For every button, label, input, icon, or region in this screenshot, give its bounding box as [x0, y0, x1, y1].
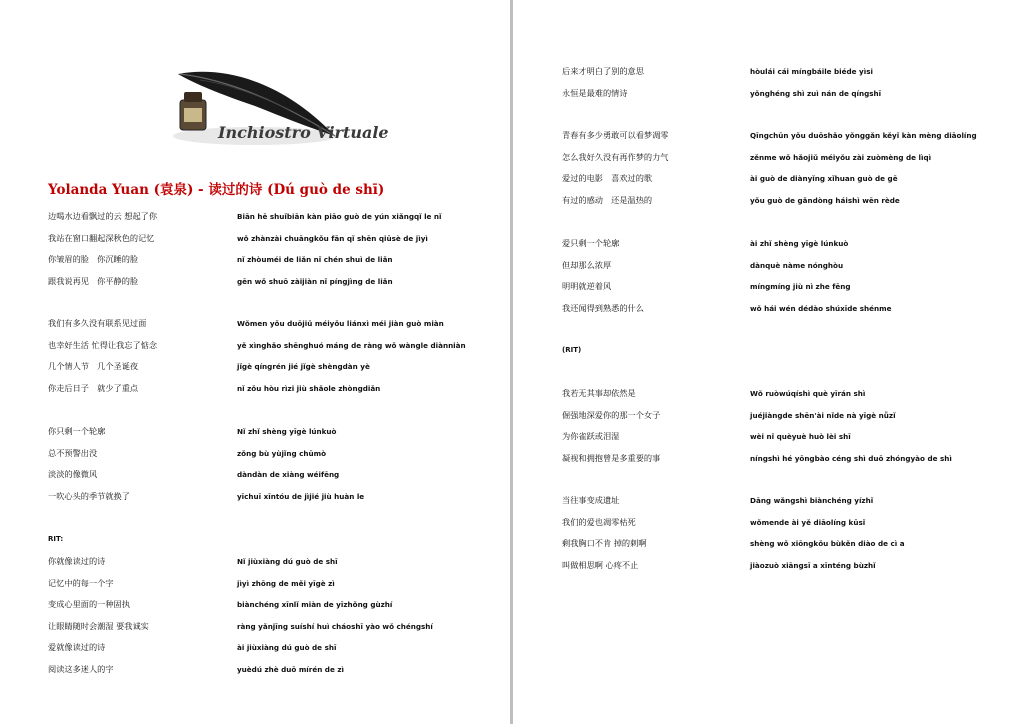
- lyric-line: [48, 448, 488, 464]
- lyric-line: [562, 538, 1012, 554]
- lyric-line: [562, 152, 1012, 168]
- lyric-hanzi: 但却那么浓厚: [562, 259, 612, 270]
- lyric-hanzi: 当往事变成遗址: [562, 495, 620, 505]
- quill-and-inkwell-icon: [160, 58, 389, 153]
- lyric-pinyin: míngmíng jiù nì zhe fēng: [750, 282, 851, 291]
- lyric-hanzi: 边喝水边看飘过的云 想起了你: [48, 211, 158, 221]
- left-page: [0, 0, 510, 724]
- lyric-line: [48, 599, 488, 615]
- lyric-hanzi: 跟我说再见 你平静的脸: [48, 275, 139, 286]
- lyric-hanzi: 我还闻得到熟悉的什么: [562, 302, 644, 313]
- lyric-pinyin: yuèdú zhè duō mírén de zì: [237, 664, 344, 674]
- lyric-pinyin: yǒu guò de gǎndòng háishì wēn rède: [750, 195, 900, 205]
- right-page: [513, 0, 1024, 724]
- lyric-line: [562, 517, 1012, 533]
- lyric-line: [562, 88, 1012, 104]
- lyric-pinyin: Biān hē shuǐbiān kàn piāo guò de yún xiǎngqǐ le nǐ: [237, 212, 442, 221]
- refrain-marker: RIT:: [48, 535, 64, 543]
- lyric-hanzi: 几个情人节 几个圣诞夜: [48, 361, 139, 371]
- lyric-pinyin: zǒng bù yùjǐng chūmò: [237, 448, 327, 458]
- lyric-hanzi: 明明就逆着风: [562, 281, 612, 291]
- lyric-hanzi: 爱过的电影 喜欢过的歌: [562, 173, 653, 183]
- lyric-pinyin: ràng yǎnjīng suíshí huì cháoshī yào wǒ chéngshí: [237, 621, 433, 631]
- lyric-line: [48, 211, 488, 227]
- lyric-line: [48, 664, 488, 680]
- lyric-hanzi: 记忆中的每一个字: [48, 577, 114, 588]
- lyric-line: [48, 383, 488, 399]
- lyric-hanzi: 我站在窗口翻起深秋色的记忆: [48, 232, 155, 243]
- lyric-pinyin: Wǒ ruòwúqíshì què yīrán shì: [750, 389, 866, 398]
- lyric-hanzi: 我们有多久没有联系见过面: [48, 318, 147, 328]
- lyric-pinyin: Qīngchūn yǒu duōshǎo yǒnggǎn kěyǐ kàn mèng diāolíng: [750, 131, 977, 140]
- lyric-pinyin: yīchuī xīntóu de jìjié jiù huàn le: [237, 491, 365, 501]
- lyric-hanzi: 有过的感动 还是温热的: [562, 194, 653, 205]
- lyric-hanzi: 让眼睛随时会潮湿 要我诚实: [48, 620, 149, 631]
- lyric-pinyin: dàndàn de xiàng wéifēng: [237, 470, 340, 479]
- lyric-hanzi: 一吹心头的季节就换了: [48, 490, 130, 501]
- lyric-line: [562, 260, 1012, 276]
- refrain-marker: (RIT): [562, 346, 582, 354]
- lyric-hanzi: 凝视和拥抱曾是多重要的事: [562, 452, 661, 463]
- lyric-line: [48, 642, 488, 658]
- lyric-hanzi: 怎么我好久没有再作梦的力气: [562, 151, 669, 162]
- lyric-pinyin: jǐgè qíngrén jié jǐgè shèngdàn yè: [237, 362, 370, 371]
- lyric-line: [562, 303, 1012, 319]
- lyric-line: [48, 361, 488, 377]
- lyric-pinyin: yě xìnghǎo shēnghuó máng de ràng wǒ wàngle diànniàn: [237, 340, 466, 350]
- lyric-line: [562, 495, 1012, 511]
- lyric-line: [48, 621, 488, 637]
- lyric-hanzi: 你就像读过的诗: [48, 556, 106, 566]
- lyric-line: [562, 66, 1012, 82]
- lyric-line: [562, 431, 1012, 447]
- lyric-line: [562, 410, 1012, 426]
- lyric-pinyin: Nǐ jiùxiàng dú guò de shī: [237, 557, 338, 566]
- lyric-line: [562, 453, 1012, 469]
- lyric-pinyin: biànchéng xīnlǐ miàn de yīzhǒng gùzhí: [237, 600, 393, 609]
- lyric-pinyin: ài jiùxiàng dú guò de shī: [237, 643, 337, 652]
- lyric-hanzi: 后来才明白了别的意思: [562, 66, 644, 76]
- lyric-hanzi: 淡淡的像微风: [48, 469, 98, 479]
- lyric-hanzi: 为你雀跃或泪湿: [562, 431, 620, 441]
- lyric-hanzi: 变成心里面的一种固执: [48, 599, 130, 609]
- lyric-line: [562, 281, 1012, 297]
- lyric-hanzi: 青春有多少勇敢可以看梦凋零: [562, 130, 669, 140]
- lyric-pinyin: wǒmende ài yě diāolíng kūsǐ: [750, 517, 866, 527]
- lyric-pinyin: dànquè nàme nónghòu: [750, 260, 844, 270]
- lyric-line: [562, 173, 1012, 189]
- page-title: Yolanda Yuan (袁泉) - 读过的诗 (Dú guò de shī): [48, 182, 385, 198]
- lyric-line: [48, 318, 488, 334]
- lyric-pinyin: zěnme wǒ hǎojiǔ méiyǒu zài zuòmèng de lìqì: [750, 152, 932, 162]
- lyric-line: [562, 130, 1012, 146]
- lyric-hanzi: 总不预警出没: [48, 447, 98, 458]
- lyric-hanzi: 你走后日子 就少了重点: [48, 382, 139, 393]
- lyric-line: [48, 340, 488, 356]
- lyric-pinyin: jìyì zhōng de měi yīgè zì: [237, 578, 335, 588]
- lyric-line: [48, 491, 488, 507]
- lyric-pinyin: nǐ zhòuméi de liǎn nǐ chén shuì de liǎn: [237, 255, 393, 264]
- lyric-line: [48, 578, 488, 594]
- lyric-line: [48, 469, 488, 485]
- lyric-line: [562, 238, 1012, 254]
- lyric-line: [48, 276, 488, 292]
- lyric-pinyin: wǒ zhànzài chuāngkǒu fān qǐ shēn qiūsè de jìyì: [237, 233, 428, 243]
- lyric-pinyin: Nǐ zhǐ shèng yīgè lúnkuò: [237, 427, 337, 436]
- lyric-hanzi: 阅读这多迷人的字: [48, 663, 114, 674]
- lyric-pinyin: jiàozuò xiāngsī a xīnténg bùzhǐ: [750, 560, 876, 570]
- lyric-pinyin: ài guò de diànyǐng xǐhuan guò de gē: [750, 174, 898, 183]
- logo-text: Inchiostro Virtuale: [218, 123, 389, 142]
- lyric-line: [48, 556, 488, 572]
- lyric-hanzi: 叫做相思啊 心疼不止: [562, 559, 639, 570]
- lyric-pinyin: Wǒmen yǒu duōjiǔ méiyǒu liánxì méi jiàn guò miàn: [237, 319, 444, 328]
- lyric-hanzi: 剩我胸口不肯 掉的刺啊: [562, 538, 647, 548]
- lyric-pinyin: nǐ zǒu hòu rìzi jiù shǎole zhòngdiǎn: [237, 383, 381, 393]
- lyric-pinyin: gēn wǒ shuō zàijiàn nǐ píngjìng de liǎn: [237, 276, 393, 286]
- lyric-line: [48, 254, 488, 270]
- lyric-hanzi: 你皱眉的脸 你沉睡的脸: [48, 254, 139, 264]
- lyric-hanzi: 永恒是最难的情诗: [562, 87, 628, 98]
- lyric-pinyin: níngshì hé yōngbào céng shì duō zhóngyào de shì: [750, 453, 952, 463]
- lyric-line: [48, 233, 488, 249]
- lyric-pinyin: shèng wǒ xiōngkǒu bùkěn diào de cì a: [750, 539, 905, 548]
- lyric-pinyin: Dāng wǎngshì biànchéng yízhǐ: [750, 496, 874, 505]
- lyric-line: [562, 195, 1012, 211]
- lyric-line: [48, 426, 488, 442]
- lyric-hanzi: 我们的爱也凋零枯死: [562, 516, 636, 527]
- lyric-hanzi: 爱只剩一个轮廓: [562, 238, 620, 248]
- lyric-hanzi: 倔强地深爱你的那一个女子: [562, 409, 661, 420]
- lyric-pinyin: hòulái cái míngbáile biéde yìsi: [750, 67, 873, 76]
- lyric-line: [562, 388, 1012, 404]
- lyric-hanzi: 也幸好生活 忙得让我忘了惦念: [48, 339, 158, 350]
- lyric-pinyin: wèi nǐ quèyuè huò lèi shī: [750, 432, 851, 441]
- lyric-pinyin: juéjiàngde shēn'ài nǐde nà yīgè nǚzǐ: [750, 410, 896, 420]
- lyric-pinyin: wǒ hái wén dédào shúxīde shénme: [750, 303, 892, 313]
- lyric-pinyin: ài zhǐ shèng yīgè lúnkuò: [750, 239, 849, 248]
- lyric-hanzi: 我若无其事却依然是: [562, 388, 636, 398]
- lyric-hanzi: 你只剩一个轮廓: [48, 426, 106, 436]
- lyric-hanzi: 爱就像读过的诗: [48, 642, 106, 652]
- lyric-line: [562, 560, 1012, 576]
- lyric-pinyin: yǒnghéng shì zuì nán de qíngshī: [750, 88, 882, 98]
